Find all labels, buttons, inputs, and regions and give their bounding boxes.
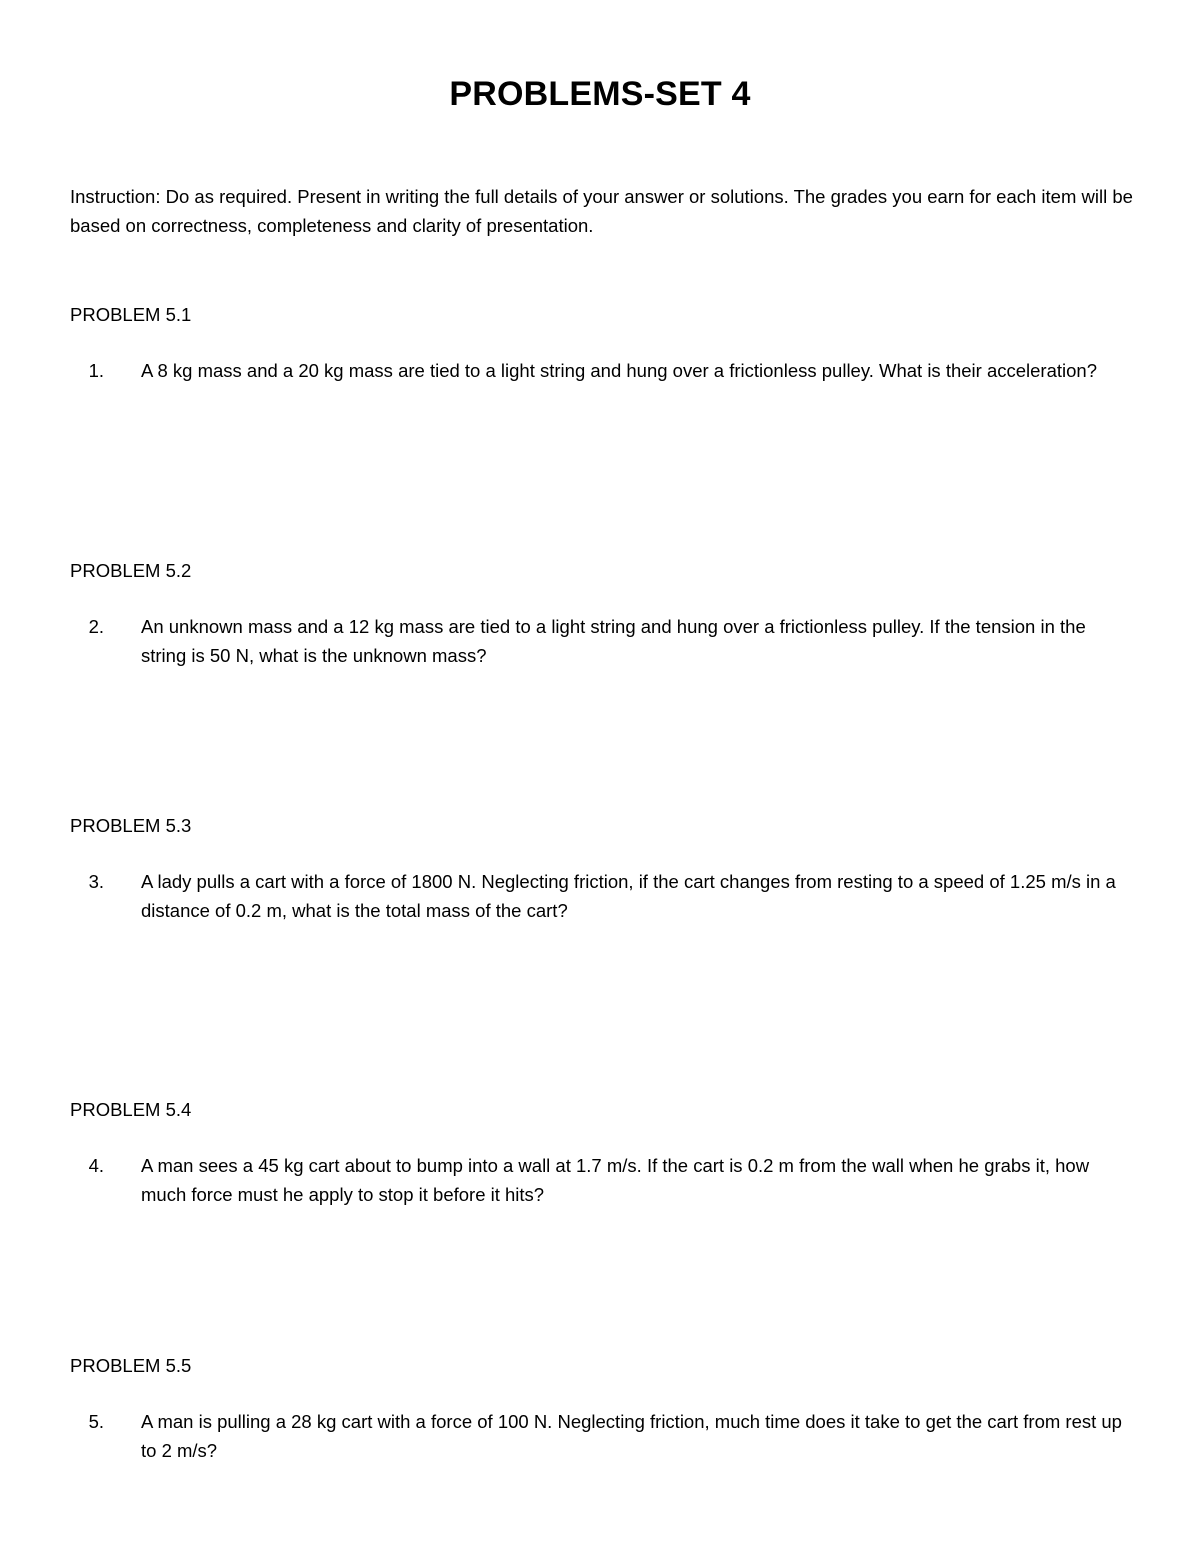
problem-item bbox=[70, 357, 1135, 386]
instruction-text: Instruction: Do as required. Present in writing the full details of your answer or solutions. The grades you earn for each item will be based on correctness, completeness and clarity of presentation. bbox=[70, 186, 1133, 236]
problem-text: A man is pulling a 28 kg cart with a force of 100 N. Neglecting friction, much time does it take to get the cart from rest up to 2 m/s? bbox=[141, 1411, 1122, 1461]
problem-text: A 8 kg mass and a 20 kg mass are tied to a light string and hung over a frictionless pulley. What is their acceleration? bbox=[141, 360, 1097, 381]
problem-number: 5. bbox=[88, 1411, 104, 1432]
page-title: PROBLEMS-SET 4 bbox=[449, 75, 751, 113]
problem-text: A lady pulls a cart with a force of 1800 N. Neglecting friction, if the cart changes from resting to a speed of 1.25 m/s in a distance of 0.2 m, what is the total mass of the cart? bbox=[141, 871, 1116, 921]
problem-heading: PROBLEM 5.2 bbox=[70, 560, 192, 581]
problem-heading: PROBLEM 5.4 bbox=[70, 1099, 192, 1120]
problem-section bbox=[70, 812, 1135, 925]
problem-section bbox=[70, 557, 1135, 670]
problem-text: An unknown mass and a 12 kg mass are tied to a light string and hung over a frictionless pulley. If the tension in the string is 50 N, what is the unknown mass? bbox=[141, 616, 1086, 666]
problem-text: A man sees a 45 kg cart about to bump into a wall at 1.7 m/s. If the cart is 0.2 m from the wall when he grabs it, how much force must he apply to stop it before it hits? bbox=[141, 1155, 1090, 1205]
problem-number: 3. bbox=[88, 871, 104, 892]
problem-item bbox=[70, 613, 1135, 670]
problem-item bbox=[70, 868, 1135, 925]
problem-number: 4. bbox=[88, 1155, 104, 1176]
problem-section bbox=[70, 301, 1135, 386]
problem-heading: PROBLEM 5.3 bbox=[70, 815, 192, 836]
problem-number: 1. bbox=[88, 360, 104, 381]
problem-heading: PROBLEM 5.5 bbox=[70, 1355, 192, 1376]
problem-heading: PROBLEM 5.1 bbox=[70, 304, 192, 325]
problem-section bbox=[70, 1352, 1135, 1465]
problem-number: 2. bbox=[88, 616, 104, 637]
problem-item bbox=[70, 1408, 1135, 1465]
problem-section bbox=[70, 1096, 1135, 1209]
problem-item bbox=[70, 1152, 1135, 1209]
